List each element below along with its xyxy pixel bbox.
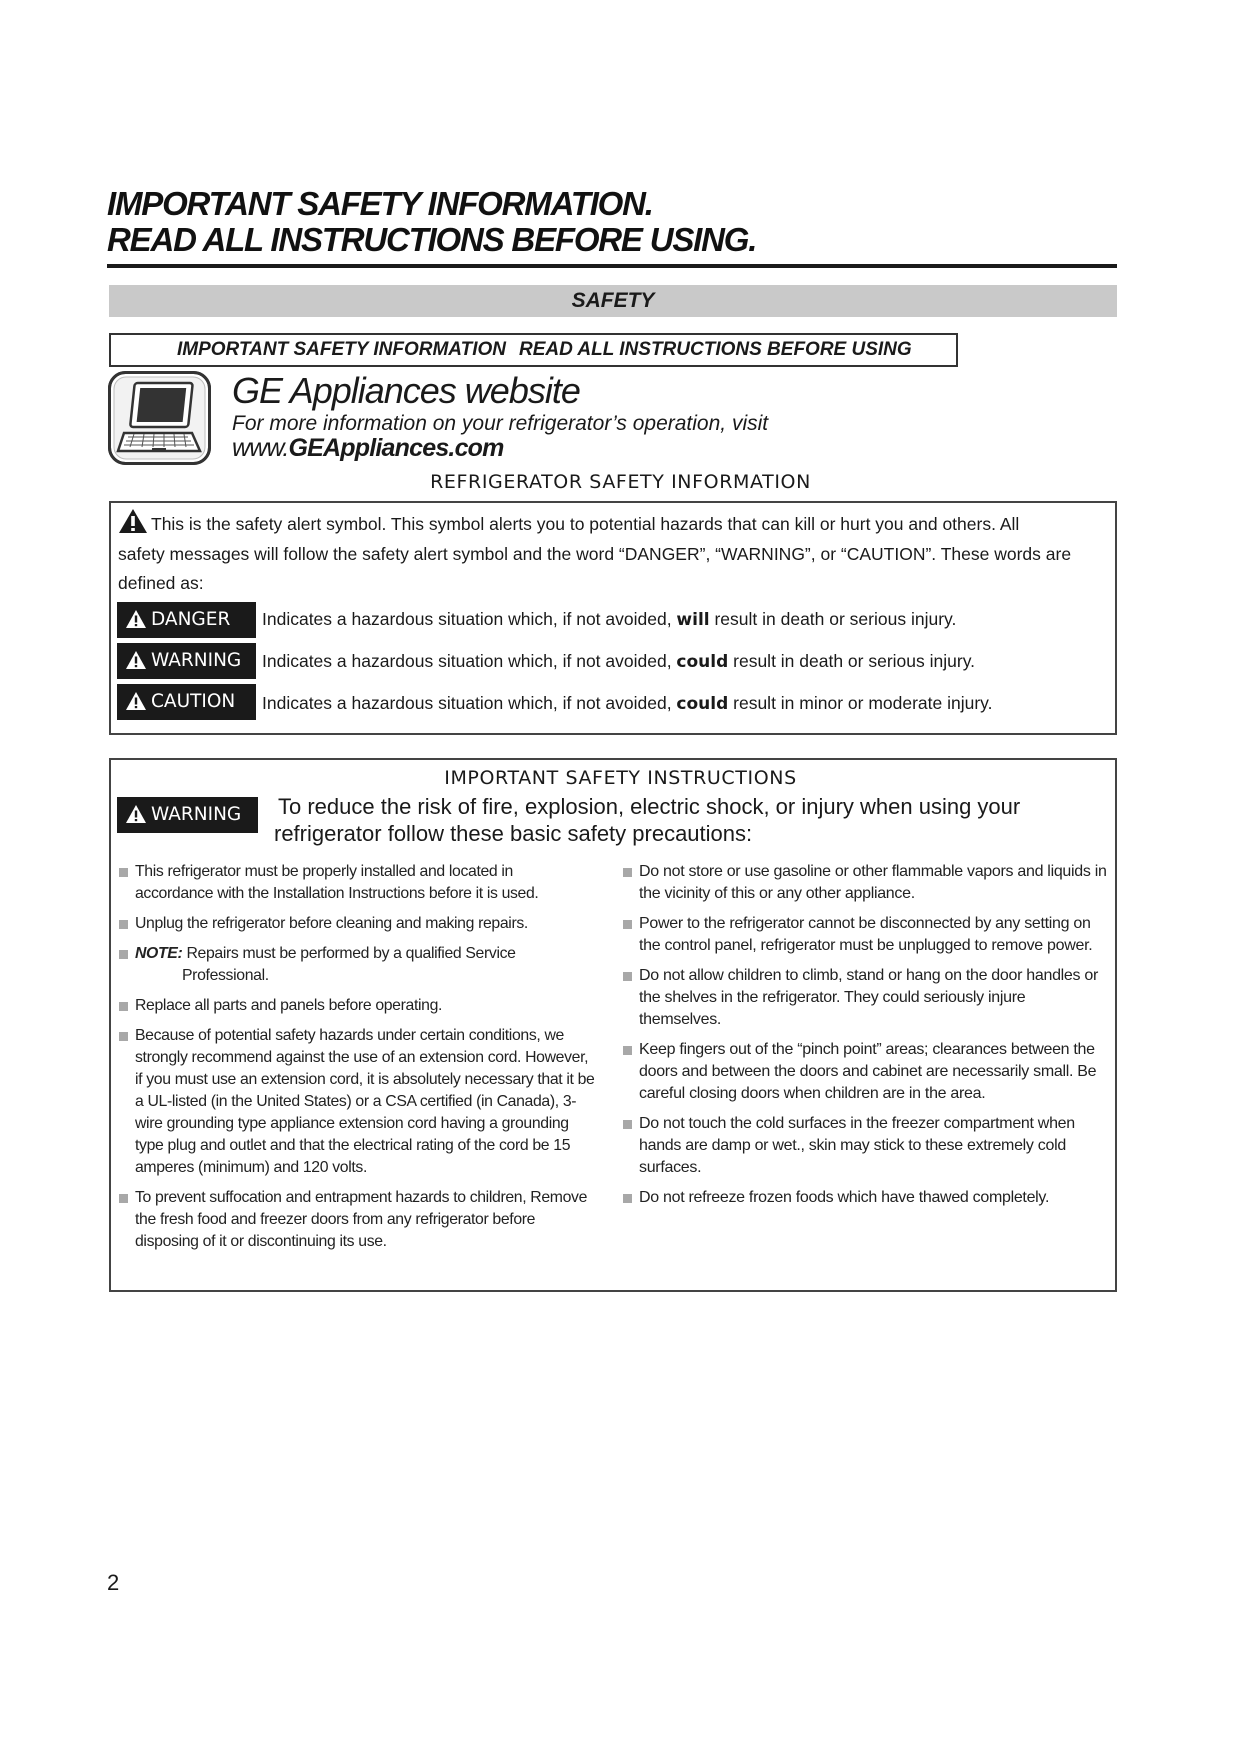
note-text: Repairs must be performed by a qualified Service: [186, 945, 516, 962]
website-title: GE Appliances website: [232, 370, 580, 411]
safety-alert-text: [118, 508, 1108, 596]
instructions-left-column: [119, 861, 595, 1261]
header-box-right: READ ALL INSTRUCTIONS BEFORE USING: [519, 339, 912, 360]
instructions-warning-badge: [117, 797, 258, 833]
warning-definition-keyword: could: [676, 652, 729, 672]
instructions-warning-line-2: refrigerator follow these basic safety precautions:: [274, 821, 753, 846]
note-label: NOTE:: [135, 945, 183, 962]
caution-badge-label: CAUTION: [151, 691, 236, 712]
safety-alert-line-1: This is the safety alert symbol. This symbol alerts you to potential hazards that can kill or hurt you and others. All: [151, 514, 1020, 534]
instructions-warning-text: [274, 793, 1020, 847]
warning-definition: [262, 651, 975, 672]
page-title-line-1: IMPORTANT SAFETY INFORMATION.: [107, 185, 653, 222]
website-url-main: GEAppliances.com: [288, 434, 504, 462]
safety-alert-line-3: defined as:: [118, 573, 204, 593]
list-item: Do not touch the cold surfaces in the freezer compartment when hands are damp or wet., skin may stick to these extremely cold surfaces.: [623, 1113, 1108, 1179]
caution-definition-result: result in minor or moderate injury.: [728, 693, 993, 713]
title-rule: [107, 264, 1117, 268]
laptop-icon: [108, 371, 211, 465]
page-title: [107, 186, 1117, 258]
website-description: For more information on your refrigerator’s operation, visit: [232, 412, 769, 435]
page-title-line-2: READ ALL INSTRUCTIONS BEFORE USING.: [107, 221, 757, 258]
list-item: To prevent suffocation and entrapment hazards to children, Remove the fresh food and freezer doors from any refrigerator before disposing of it or discontinuing its use.: [119, 1187, 595, 1253]
danger-definition: [262, 609, 956, 630]
instructions-warning-label: WARNING: [151, 804, 242, 825]
warning-badge: [117, 643, 256, 679]
danger-badge: [117, 602, 256, 638]
list-item: Unplug the refrigerator before cleaning and making repairs.: [119, 913, 595, 935]
list-item: Replace all parts and panels before operating.: [119, 995, 595, 1017]
note-text-continued: Professional.: [182, 967, 269, 984]
instructions-heading: IMPORTANT SAFETY INSTRUCTIONS: [444, 767, 797, 789]
list-item-note: [119, 943, 595, 987]
safety-alert-line-2: safety messages will follow the safety alert symbol and the word “DANGER”, “WARNING”, or “CAUTION”. These words are: [118, 544, 1072, 564]
instructions-warning-line-1: To reduce the risk of fire, explosion, electric shock, or injury when using your: [278, 794, 1021, 819]
website-url: [232, 434, 504, 463]
list-item: Keep fingers out of the “pinch point” areas; clearances between the doors and between the doors and cabinet are necessarily small. Be careful closing doors when children are in the area.: [623, 1039, 1108, 1105]
warning-alert-icon: [125, 650, 147, 670]
instructions-right-column: [623, 861, 1108, 1217]
list-item: This refrigerator must be properly installed and located in accordance with the Installation Instructions before it is used.: [119, 861, 595, 905]
danger-badge-label: DANGER: [151, 609, 231, 630]
caution-badge: [117, 684, 256, 720]
danger-alert-icon: [125, 609, 147, 629]
danger-definition-keyword: will: [676, 610, 710, 630]
caution-definition: [262, 693, 993, 714]
header-box-left: IMPORTANT SAFETY INFORMATION: [177, 339, 506, 360]
list-item: Power to the refrigerator cannot be disconnected by any setting on the control panel, refrigerator must be unplugged to remove power.: [623, 913, 1108, 957]
list-item: Do not store or use gasoline or other flammable vapors and liquids in the vicinity of this or any other appliance.: [623, 861, 1108, 905]
caution-definition-text: Indicates a hazardous situation which, if not avoided,: [262, 693, 677, 713]
instructions-warning-icon: [125, 804, 147, 824]
warning-definition-result: result in death or serious injury.: [728, 651, 976, 671]
danger-definition-text: Indicates a hazardous situation which, if not avoided,: [262, 609, 677, 629]
section-bar: SAFETY: [109, 285, 1117, 317]
list-item: Do not allow children to climb, stand or hang on the door handles or the shelves in the refrigerator. They could seriously injure themselves.: [623, 965, 1108, 1031]
header-box: [109, 333, 958, 367]
safety-info-heading: REFRIGERATOR SAFETY INFORMATION: [430, 471, 811, 493]
list-item: Because of potential safety hazards under certain conditions, we strongly recommend against the use of an extension cord. However, if you must use an extension cord, it is absolutely necessary that it be a UL-listed (in the United States) or a CSA certified (in Canada), 3-wire grounding type appliance extension cord having a grounding type plug and outlet and that the electrical rating of the cord be 15 amperes (minimum) and 120 volts.: [119, 1025, 595, 1179]
safety-alert-symbol-icon: [118, 508, 148, 541]
page-number: 2: [107, 1570, 120, 1595]
warning-definition-text: Indicates a hazardous situation which, if not avoided,: [262, 651, 677, 671]
caution-definition-keyword: could: [676, 694, 729, 714]
caution-alert-icon: [125, 691, 147, 711]
website-url-prefix: www.: [232, 434, 289, 462]
warning-badge-label: WARNING: [151, 650, 242, 671]
danger-definition-result: result in death or serious injury.: [709, 609, 957, 629]
list-item: Do not refreeze frozen foods which have thawed completely.: [623, 1187, 1108, 1209]
